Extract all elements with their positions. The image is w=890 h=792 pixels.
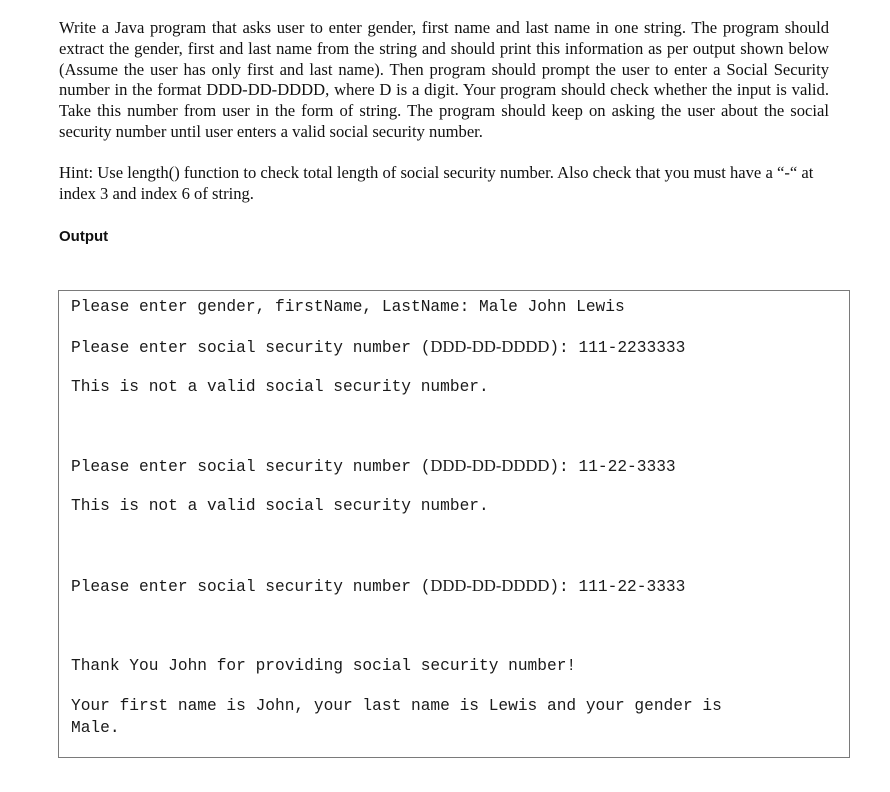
console-line-invalid-1: This is not a valid social security number. xyxy=(71,378,489,396)
problem-description: Write a Java program that asks user to enter gender, first name and last name in one string. The program should extract the gender, first and last name from the string and should print this information as per output shown below (Assume the user has only first and last name). Then program should prompt the user to enter a Social Security number in the format DDD-DD-DDDD, where D is a digit. Your program should check whether the input is valid. Take this number from user in the form of string. The program should keep on asking the user about the social security number until user enters a valid social security number. xyxy=(59,18,829,141)
console-line-ssn-prompt-2 xyxy=(71,455,676,478)
output-heading: Output xyxy=(59,228,109,246)
prompt-suffix: ): xyxy=(549,578,579,596)
prompt-prefix: Please enter social security number ( xyxy=(71,339,431,357)
hint-text: Hint: Use length() function to check total length of social security number. Also check that you must have a “-“ at index 3 and index 6 of string. xyxy=(59,162,814,203)
console-line-summary: Your first name is John, your last name is Lewis and your gender is Male. xyxy=(71,697,722,737)
prompt-prefix: Please enter social security number ( xyxy=(71,578,431,596)
ssn-format: DDD-DD-DDDD xyxy=(430,337,550,356)
console-line-ssn-prompt-1 xyxy=(71,336,685,359)
console-line-invalid-2: This is not a valid social security number. xyxy=(71,497,489,515)
prompt-prefix: Please enter social security number ( xyxy=(71,458,431,476)
console-output-box xyxy=(58,290,850,758)
ssn-input-2: 11-22-3333 xyxy=(578,458,676,476)
ssn-input-1: 111-2233333 xyxy=(578,339,686,357)
ssn-format: DDD-DD-DDDD xyxy=(430,576,550,595)
ssn-input-3: 111-22-3333 xyxy=(578,578,686,596)
console-line-ssn-prompt-3 xyxy=(71,575,685,598)
console-line-thanks: Thank You John for providing social security number! xyxy=(71,657,577,675)
console-line-gender-prompt: Please enter gender, firstName, LastName: Male John Lewis xyxy=(71,298,625,316)
assignment-text xyxy=(59,18,829,247)
prompt-suffix: ): xyxy=(549,458,579,476)
prompt-suffix: ): xyxy=(549,339,579,357)
ssn-format: DDD-DD-DDDD xyxy=(430,456,550,475)
